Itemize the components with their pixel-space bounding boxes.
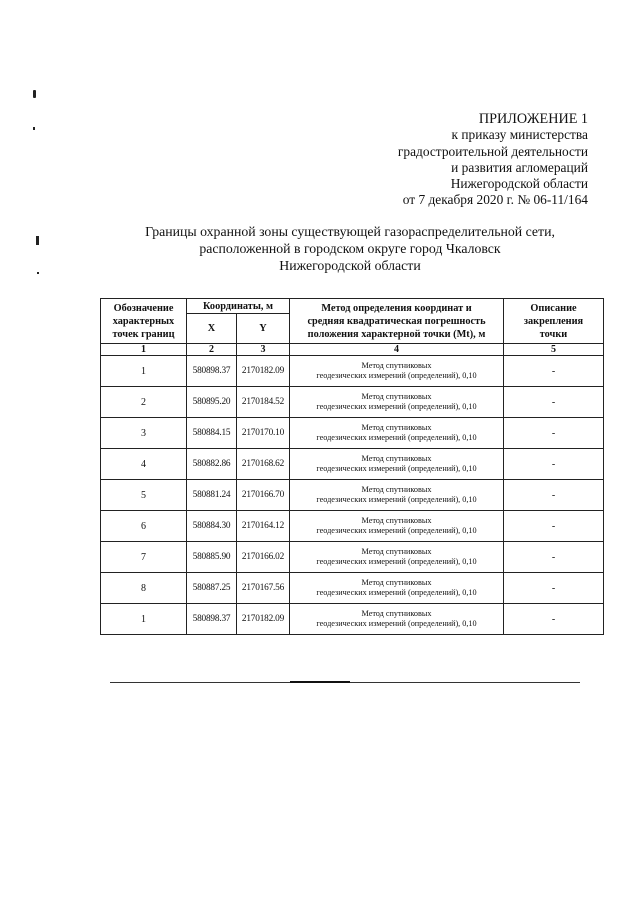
header-y: Y bbox=[237, 314, 290, 344]
description-cell: - bbox=[504, 542, 604, 573]
header-line: к приказу министерства bbox=[451, 127, 588, 143]
method-line: Метод спутниковых bbox=[361, 484, 432, 494]
y-cell: 2170184.52 bbox=[237, 387, 290, 418]
method-line: геодезических измерений (определений), 0,10 bbox=[316, 433, 477, 442]
y-cell: 2170164.12 bbox=[237, 511, 290, 542]
y-cell: 2170182.09 bbox=[237, 604, 290, 635]
method-line: геодезических измерений (определений), 0,10 bbox=[316, 464, 477, 473]
method-cell bbox=[290, 511, 504, 542]
x-cell: 580885.90 bbox=[187, 542, 237, 573]
method-cell bbox=[290, 573, 504, 604]
coordinates-table bbox=[100, 298, 604, 635]
method-line: Метод спутниковых bbox=[361, 360, 432, 370]
title-line: расположенной в городском округе город Чкаловск bbox=[199, 240, 501, 256]
description-cell: - bbox=[504, 387, 604, 418]
y-cell: 2170168.62 bbox=[237, 449, 290, 480]
scan-mark bbox=[33, 90, 36, 98]
x-cell: 580895.20 bbox=[187, 387, 237, 418]
y-cell: 2170166.70 bbox=[237, 480, 290, 511]
column-number: 5 bbox=[504, 344, 604, 356]
method-line: Метод спутниковых bbox=[361, 422, 432, 432]
description-cell: - bbox=[504, 573, 604, 604]
table-row bbox=[101, 573, 604, 604]
column-number: 2 bbox=[187, 344, 237, 356]
method-line: Метод спутниковых bbox=[361, 515, 432, 525]
method-line: Метод спутниковых bbox=[361, 608, 432, 618]
header-method: Метод определения координат и средняя квадратическая погрешность положения характерной точки (Mt), м bbox=[290, 299, 504, 344]
point-cell: 3 bbox=[101, 418, 187, 449]
column-number: 4 bbox=[290, 344, 504, 356]
x-cell: 580882.86 bbox=[187, 449, 237, 480]
y-cell: 2170167.56 bbox=[237, 573, 290, 604]
header-point-designation: Обозначение характерных точек границ bbox=[101, 299, 187, 344]
point-cell: 6 bbox=[101, 511, 187, 542]
method-line: Метод спутниковых bbox=[361, 453, 432, 463]
x-cell: 580884.30 bbox=[187, 511, 237, 542]
header-line: и развития агломераций bbox=[451, 159, 588, 175]
description-cell: - bbox=[504, 449, 604, 480]
x-cell: 580898.37 bbox=[187, 604, 237, 635]
method-cell bbox=[290, 480, 504, 511]
method-cell bbox=[290, 418, 504, 449]
table-row bbox=[101, 604, 604, 635]
table-row bbox=[101, 449, 604, 480]
scan-mark bbox=[37, 272, 39, 274]
header-line: градостроительной деятельности bbox=[397, 143, 588, 159]
table-row bbox=[101, 480, 604, 511]
header-x: X bbox=[187, 314, 237, 344]
description-cell: - bbox=[504, 511, 604, 542]
method-cell bbox=[290, 387, 504, 418]
point-cell: 8 bbox=[101, 573, 187, 604]
method-line: геодезических измерений (определений), 0,10 bbox=[316, 619, 477, 628]
method-line: геодезических измерений (определений), 0,10 bbox=[316, 526, 477, 535]
appendix-title: ПРИЛОЖЕНИЕ 1 bbox=[478, 111, 588, 127]
method-line: Метод спутниковых bbox=[361, 577, 432, 587]
description-cell: - bbox=[504, 604, 604, 635]
description-cell: - bbox=[504, 356, 604, 387]
method-line: Метод спутниковых bbox=[361, 546, 432, 556]
point-cell: 4 bbox=[101, 449, 187, 480]
method-cell bbox=[290, 604, 504, 635]
scan-mark bbox=[33, 127, 35, 130]
method-cell bbox=[290, 356, 504, 387]
point-cell: 5 bbox=[101, 480, 187, 511]
scan-mark bbox=[36, 236, 39, 245]
column-number: 3 bbox=[237, 344, 290, 356]
title-line: Нижегородской области bbox=[279, 257, 421, 273]
order-date-number: от 7 декабря 2020 г. № 06-11/164 bbox=[402, 192, 588, 208]
table-row bbox=[101, 356, 604, 387]
y-cell: 2170166.02 bbox=[237, 542, 290, 573]
bottom-rule-accent bbox=[290, 681, 350, 683]
x-cell: 580898.37 bbox=[187, 356, 237, 387]
header-description: Описание закрепления точки bbox=[504, 299, 604, 344]
description-cell: - bbox=[504, 480, 604, 511]
y-cell: 2170170.10 bbox=[237, 418, 290, 449]
method-cell bbox=[290, 449, 504, 480]
method-line: Метод спутниковых bbox=[361, 391, 432, 401]
point-cell: 1 bbox=[101, 604, 187, 635]
appendix-header bbox=[288, 111, 588, 209]
point-cell: 2 bbox=[101, 387, 187, 418]
column-number: 1 bbox=[101, 344, 187, 356]
description-cell: - bbox=[504, 418, 604, 449]
document-title bbox=[110, 224, 590, 274]
table-row bbox=[101, 418, 604, 449]
method-line: геодезических измерений (определений), 0,10 bbox=[316, 371, 477, 380]
table-row bbox=[101, 542, 604, 573]
x-cell: 580887.25 bbox=[187, 573, 237, 604]
title-line: Границы охранной зоны существующей газораспределительной сети, bbox=[145, 224, 555, 239]
method-line: геодезических измерений (определений), 0,10 bbox=[316, 402, 477, 411]
table-row bbox=[101, 511, 604, 542]
table-row bbox=[101, 387, 604, 418]
method-line: геодезических измерений (определений), 0,10 bbox=[316, 557, 477, 566]
header-line: Нижегородской области bbox=[450, 176, 588, 192]
y-cell: 2170182.09 bbox=[237, 356, 290, 387]
header-coordinates: Координаты, м bbox=[187, 299, 290, 314]
point-cell: 1 bbox=[101, 356, 187, 387]
point-cell: 7 bbox=[101, 542, 187, 573]
x-cell: 580881.24 bbox=[187, 480, 237, 511]
method-line: геодезических измерений (определений), 0,10 bbox=[316, 588, 477, 597]
method-line: геодезических измерений (определений), 0,10 bbox=[316, 495, 477, 504]
column-numbers-row bbox=[101, 344, 604, 356]
x-cell: 580884.15 bbox=[187, 418, 237, 449]
method-cell bbox=[290, 542, 504, 573]
